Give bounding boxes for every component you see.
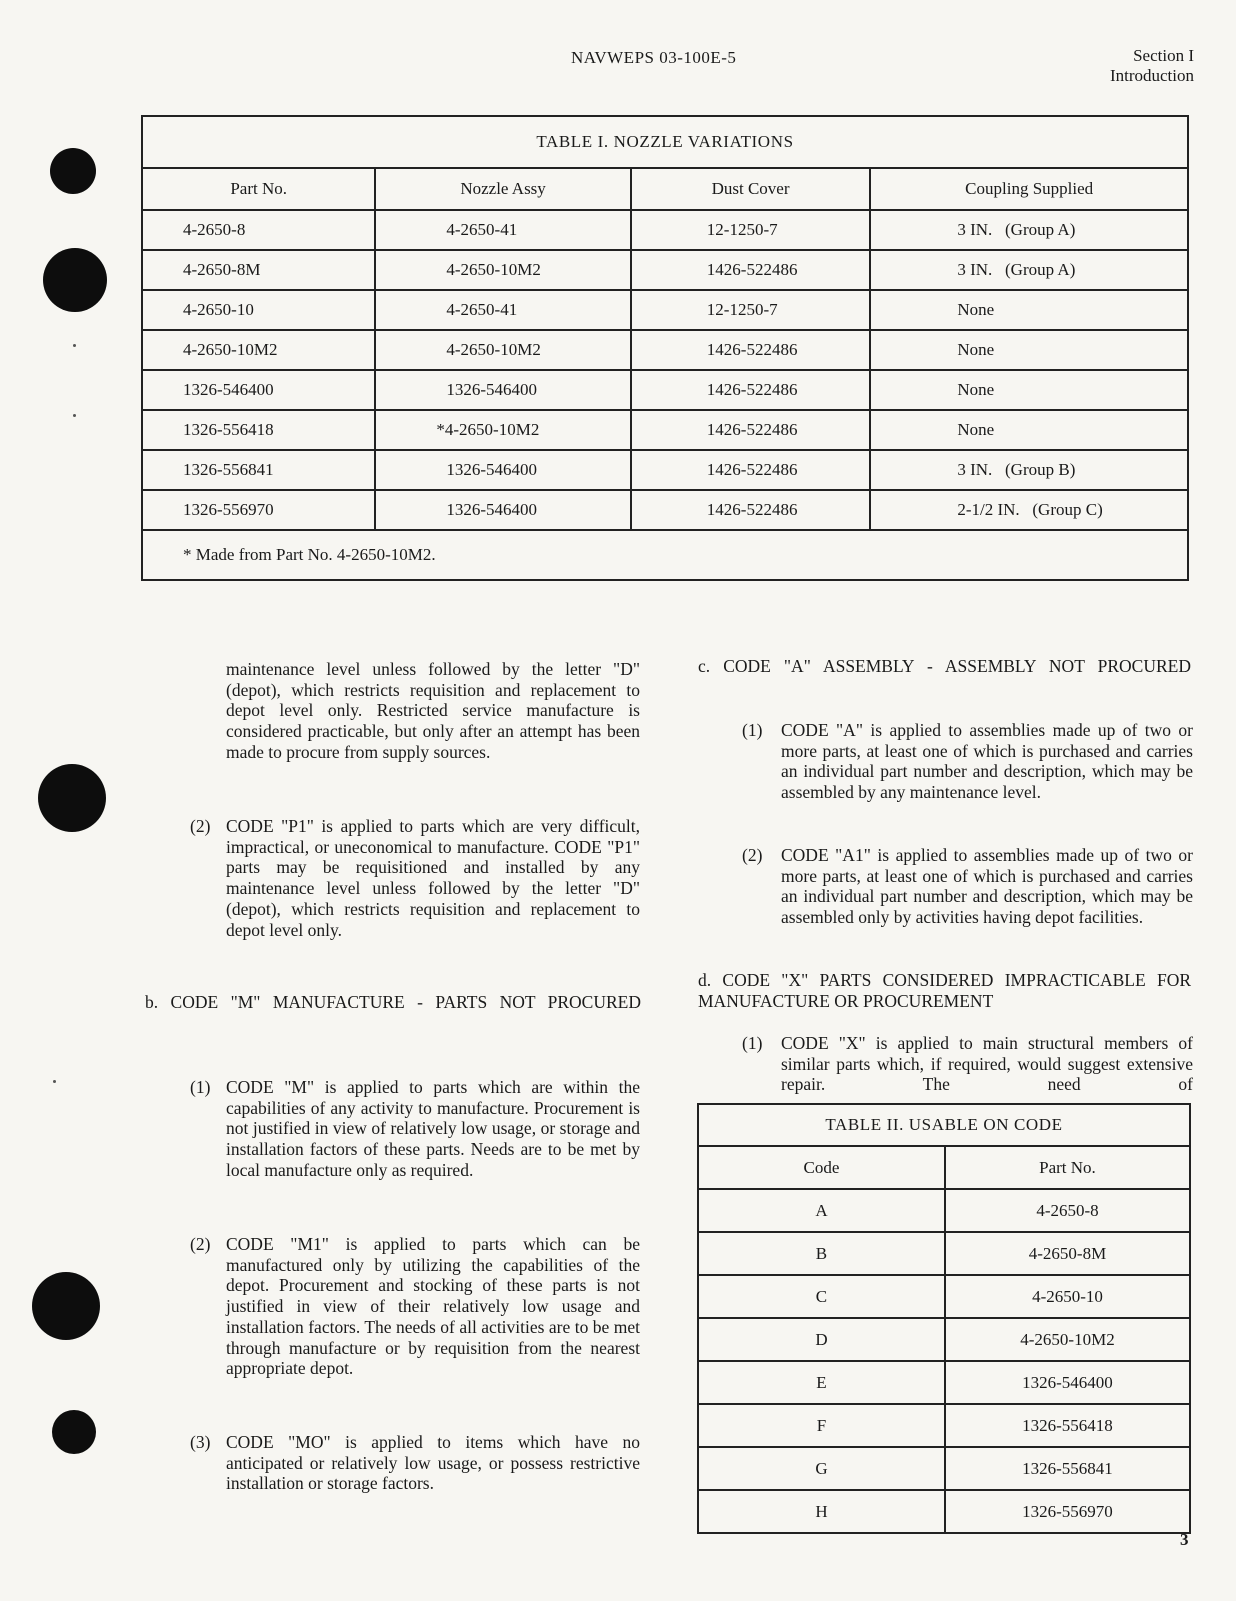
- table-cell: 4-2650-41: [375, 210, 630, 250]
- table-cell: None: [870, 290, 1188, 330]
- binder-hole: [43, 248, 107, 312]
- document-number: NAVWEPS 03-100E-5: [571, 48, 737, 67]
- scan-speck: [73, 344, 76, 347]
- table-cell: 1326-556841: [142, 450, 375, 490]
- table-row: [142, 210, 1188, 250]
- table-cell: None: [870, 410, 1188, 450]
- scan-speck: [73, 414, 76, 417]
- table-row: [698, 1318, 1190, 1361]
- section-header: [1110, 46, 1194, 86]
- table-cell: F: [698, 1404, 945, 1447]
- table-cell: 1326-556418: [945, 1404, 1190, 1447]
- table-cell: 1326-546400: [375, 490, 630, 530]
- column-header: Nozzle Assy: [375, 168, 630, 210]
- table-cell: 4-2650-8M: [945, 1232, 1190, 1275]
- table-cell: 4-2650-8M: [142, 250, 375, 290]
- section-heading-c: c. CODE "A" ASSEMBLY - ASSEMBLY NOT PROCURED: [698, 656, 1191, 676]
- code-a-paragraph: CODE "A" is applied to assemblies made up of two or more parts, at least one of which is purchased and carries an individual part number and description, which may be assembled by any maintenance level.: [781, 720, 1193, 803]
- table-row: [142, 370, 1188, 410]
- table-cell: 1326-556841: [945, 1447, 1190, 1490]
- table-cell: 1326-556970: [142, 490, 375, 530]
- table-row: [698, 1361, 1190, 1404]
- table-cell: 1426-522486: [631, 370, 871, 410]
- table-cell: 12-1250-7: [631, 210, 871, 250]
- table-cell: 1326-546400: [945, 1361, 1190, 1404]
- table-row: [142, 490, 1188, 530]
- table-cell: 1426-522486: [631, 250, 871, 290]
- continued-paragraph: maintenance level unless followed by the letter "D" (depot), which restricts requisition and replacement to depot level only. Restricted service manufacture is considered practicable, but only after an attempt has been made to procure from supply sources.: [226, 659, 640, 762]
- table-cell: H: [698, 1490, 945, 1533]
- table-cell: E: [698, 1361, 945, 1404]
- section-title: Introduction: [1109, 66, 1194, 85]
- table-title: TABLE I. NOZZLE VARIATIONS: [142, 116, 1188, 168]
- code-a1-paragraph: CODE "A1" is applied to assemblies made up of two or more parts, at least one of which is purchased and carries an individual part number and description, which may be assembled only by activities having depot facilities.: [781, 845, 1193, 928]
- table-cell: 4-2650-10M2: [375, 330, 630, 370]
- item-number: (2): [190, 816, 211, 836]
- table-cell: 4-2650-10: [945, 1275, 1190, 1318]
- table-cell: 4-2650-10M2: [945, 1318, 1190, 1361]
- code-p1-paragraph: CODE "P1" is applied to parts which are very difficult, impractical, or uneconomical to manufacture. CODE "P1" parts may be requisitioned and installed by any maintenance level unless followed by the letter "D" (depot), which restricts requisition and replacement to depot level only.: [226, 816, 640, 940]
- column-header: Dust Cover: [631, 168, 871, 210]
- table-cell: 1426-522486: [631, 330, 871, 370]
- table-footnote: * Made from Part No. 4-2650-10M2.: [142, 530, 1188, 580]
- table-cell: 4-2650-10M2: [375, 250, 630, 290]
- page-number: 3: [1180, 1530, 1189, 1549]
- table-cell: G: [698, 1447, 945, 1490]
- table-title: TABLE II. USABLE ON CODE: [698, 1104, 1190, 1146]
- code-m1-paragraph: CODE "M1" is applied to parts which can be manufactured only by utilizing the capabilities of the depot. Procurement and stocking of these parts is not justified in view of their relatively low usage and installation factors. The needs of all activities are to be met through manufacture or by requisition from the nearest appropriate depot.: [226, 1234, 640, 1379]
- table-cell: 1326-556418: [142, 410, 375, 450]
- table-cell: 3 IN. (Group A): [870, 250, 1188, 290]
- code-m-paragraph: CODE "M" is applied to parts which are within the capabilities of any activity to manufacture. Procurement is not justified in view of relatively low usage, or storage and installation factors of these parts. Needs are to be met by local manufacture only as required.: [226, 1077, 640, 1180]
- nozzle-variations-table: [141, 115, 1189, 581]
- table-cell: C: [698, 1275, 945, 1318]
- column-header: Part No.: [945, 1146, 1190, 1189]
- table-cell: 2-1/2 IN. (Group C): [870, 490, 1188, 530]
- table-cell: D: [698, 1318, 945, 1361]
- table-cell: None: [870, 370, 1188, 410]
- table-row: [698, 1275, 1190, 1318]
- table-cell: 1326-546400: [375, 450, 630, 490]
- table-row: [142, 250, 1188, 290]
- section-heading-b: b. CODE "M" MANUFACTURE - PARTS NOT PROCURED: [145, 992, 641, 1012]
- section-heading-d: d. CODE "X" PARTS CONSIDERED IMPRACTICABLE FOR MANUFACTURE OR PROCUREMENT: [698, 970, 1191, 1011]
- table-cell: 4-2650-10M2: [142, 330, 375, 370]
- binder-hole: [38, 764, 106, 832]
- table-row: [698, 1490, 1190, 1533]
- table-cell: A: [698, 1189, 945, 1232]
- item-number: (1): [190, 1077, 211, 1097]
- table-cell: 4-2650-8: [142, 210, 375, 250]
- table-cell: 3 IN. (Group B): [870, 450, 1188, 490]
- table-cell: *4-2650-10M2: [375, 410, 630, 450]
- table-cell: B: [698, 1232, 945, 1275]
- table-cell: 1426-522486: [631, 410, 871, 450]
- binder-hole: [32, 1272, 100, 1340]
- column-header: Part No.: [142, 168, 375, 210]
- item-number: (1): [742, 1033, 763, 1053]
- table-cell: 1426-522486: [631, 450, 871, 490]
- section-label: Section I: [1133, 46, 1194, 65]
- scan-speck: [53, 1080, 56, 1083]
- table-row: [698, 1447, 1190, 1490]
- table-cell: 1326-546400: [375, 370, 630, 410]
- usable-on-code-table: [697, 1103, 1191, 1534]
- binder-hole: [52, 1410, 96, 1454]
- item-number: (2): [190, 1234, 211, 1254]
- item-number: (3): [190, 1432, 211, 1452]
- code-mo-paragraph: CODE "MO" is applied to items which have no anticipated or relatively low usage, or possess restrictive installation or storage factors.: [226, 1432, 640, 1494]
- item-number: (2): [742, 845, 763, 865]
- table-row: [698, 1232, 1190, 1275]
- binder-hole: [50, 148, 96, 194]
- table-cell: None: [870, 330, 1188, 370]
- column-header: Coupling Supplied: [870, 168, 1188, 210]
- item-number: (1): [742, 720, 763, 740]
- table-cell: 12-1250-7: [631, 290, 871, 330]
- table-cell: 1326-546400: [142, 370, 375, 410]
- table-cell: 3 IN. (Group A): [870, 210, 1188, 250]
- table-cell: 1326-556970: [945, 1490, 1190, 1533]
- table-row: [142, 330, 1188, 370]
- table-row: [698, 1404, 1190, 1447]
- table-row: [142, 450, 1188, 490]
- table-cell: 1426-522486: [631, 490, 871, 530]
- table-row: [142, 410, 1188, 450]
- code-x-paragraph: CODE "X" is applied to main structural members of similar parts which, if required, would suggest extensive repair. The need of: [781, 1033, 1193, 1095]
- table-row: [698, 1189, 1190, 1232]
- table-row: [142, 290, 1188, 330]
- table-cell: 4-2650-10: [142, 290, 375, 330]
- column-header: Code: [698, 1146, 945, 1189]
- table-cell: 4-2650-41: [375, 290, 630, 330]
- table-cell: 4-2650-8: [945, 1189, 1190, 1232]
